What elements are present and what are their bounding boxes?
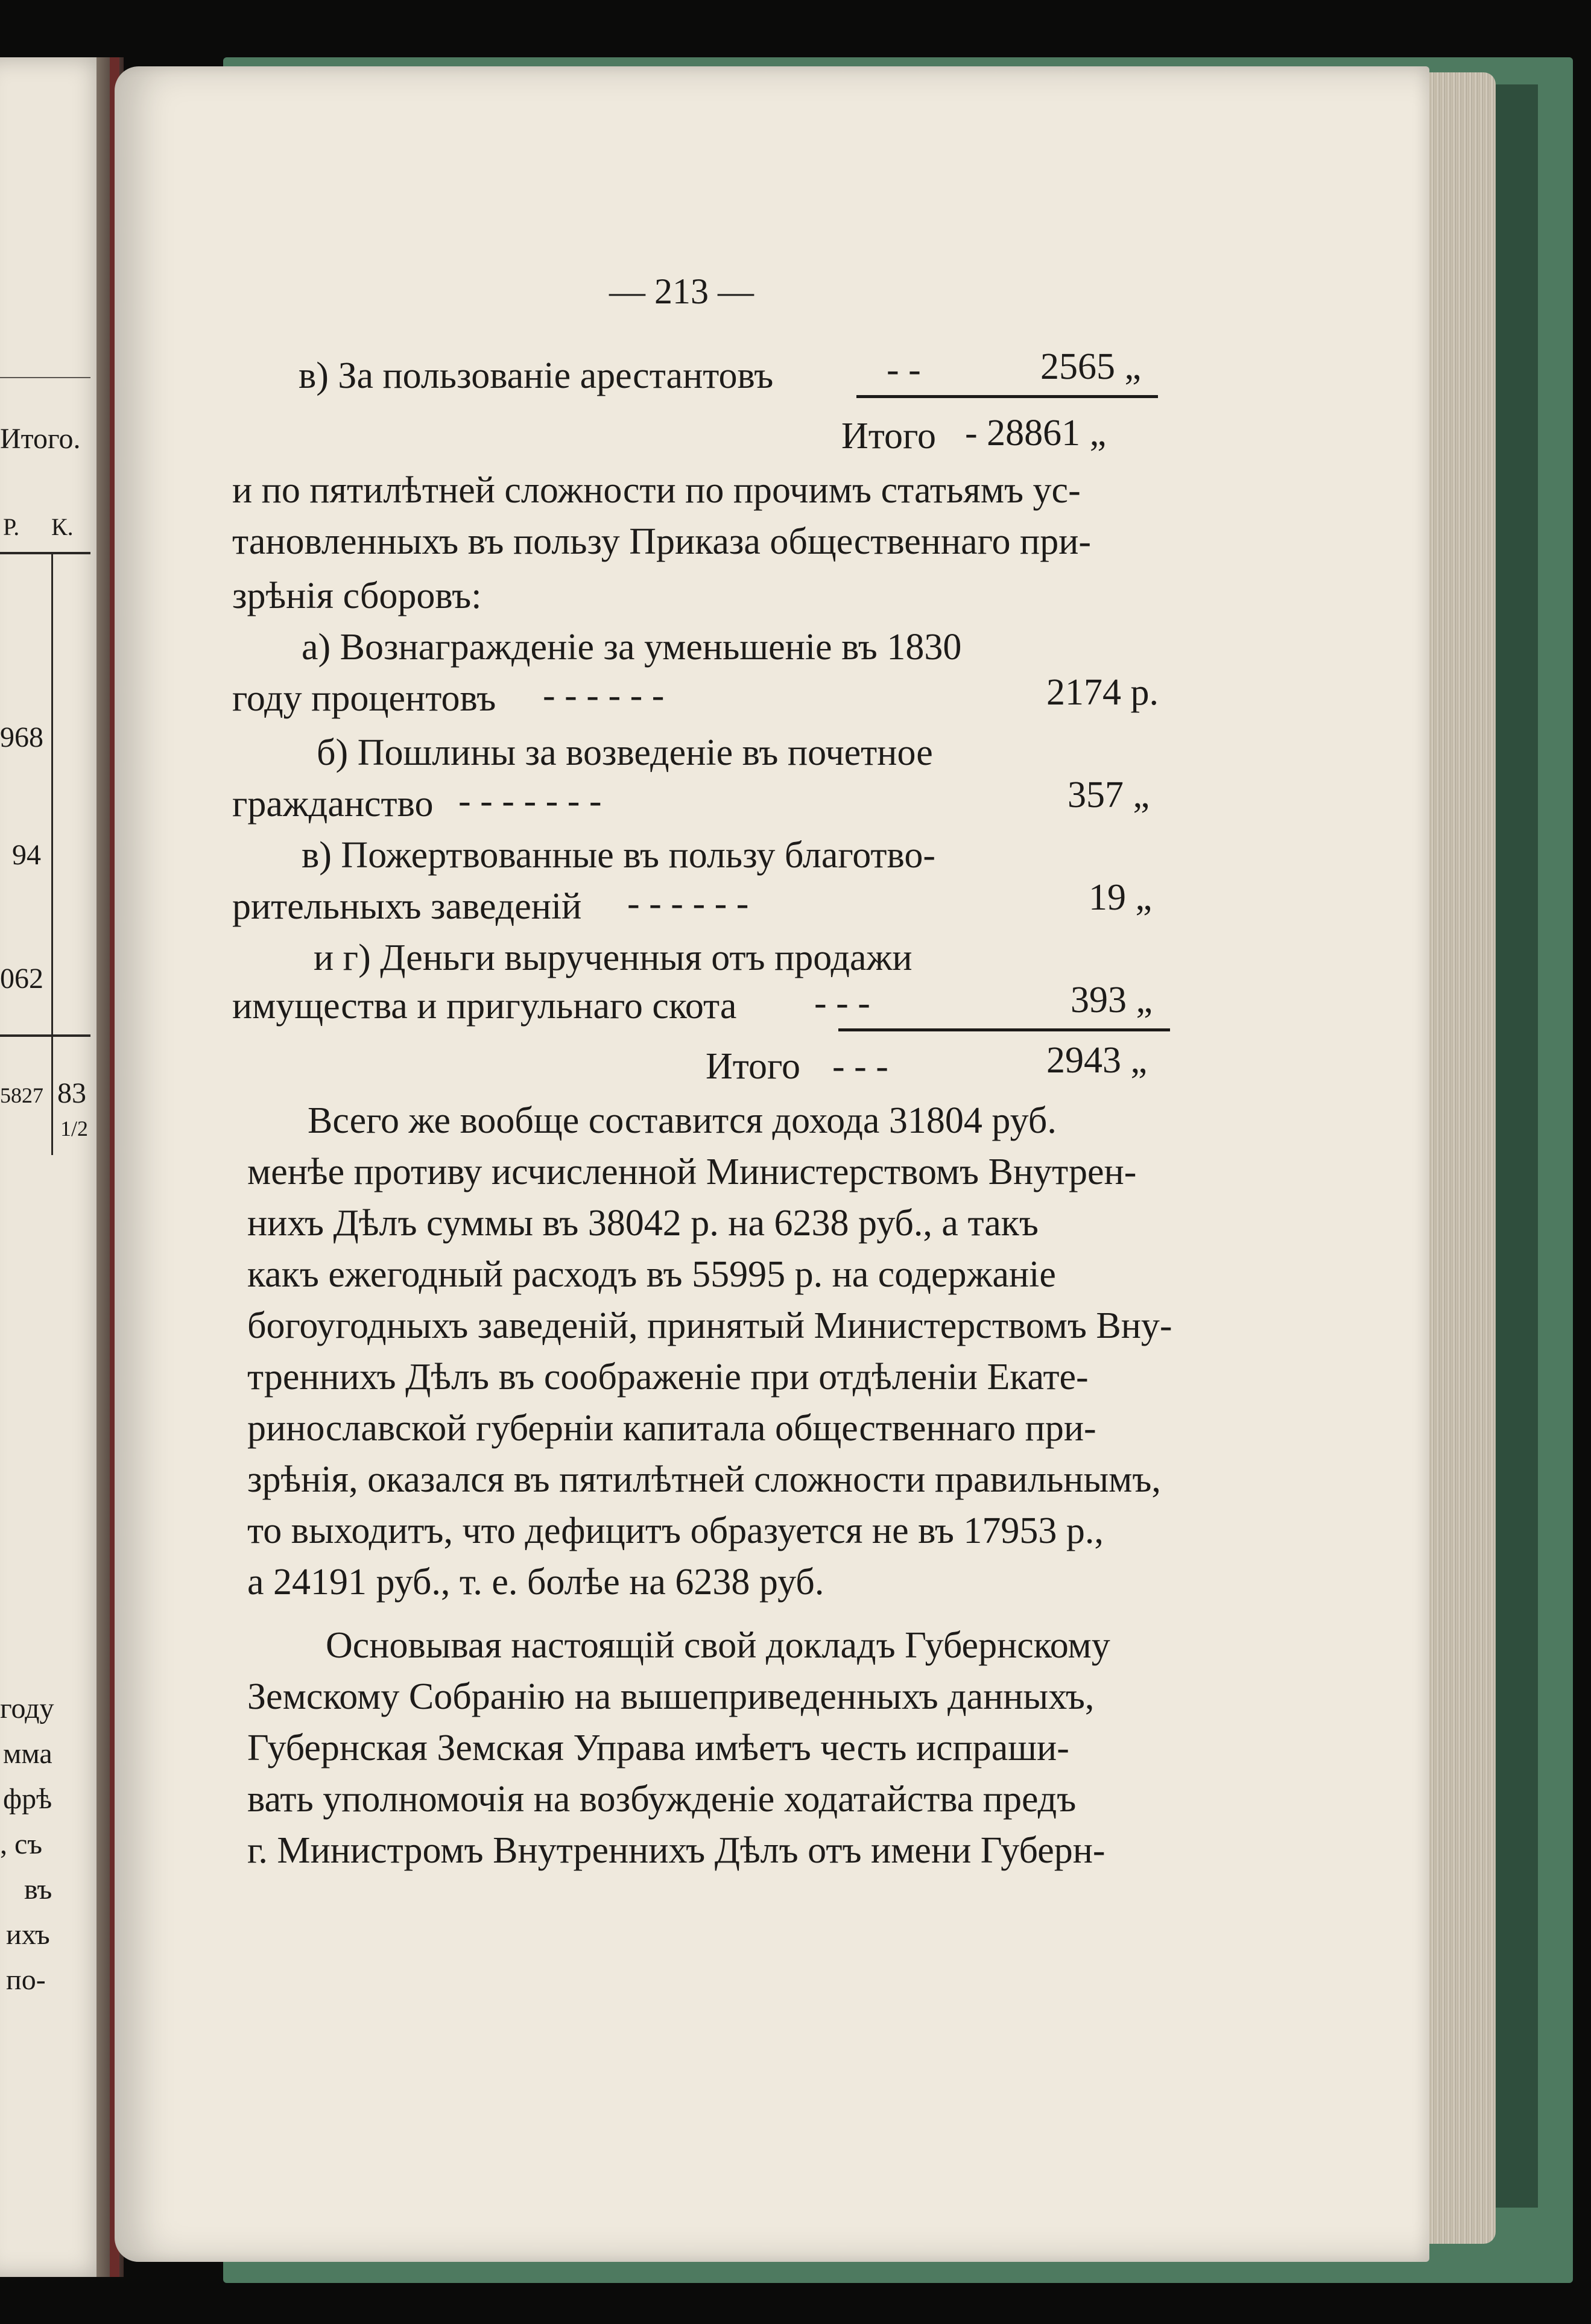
- item-arrest-label: в) За пользованіе арестантовъ: [299, 355, 774, 396]
- item-b-line1: б) Пошлины за возведеніе въ почетное: [317, 732, 933, 773]
- para1-line: менѣе противу исчисленной Министерствомъ Внутрен-: [247, 1151, 1137, 1192]
- item-arrest-amount: 2565 „: [1040, 346, 1142, 387]
- para1-line: Всего же вообще составится дохода 31804 руб.: [308, 1100, 1057, 1141]
- left-frag-mma: мма: [3, 1738, 52, 1770]
- left-rule: [0, 1034, 90, 1037]
- item-a-line1: а) Вознагражденіе за уменьшеніе въ 1830: [302, 627, 962, 668]
- para1-line: нихъ Дѣлъ суммы въ 38042 р. на 6238 руб., а такъ: [247, 1203, 1039, 1244]
- left-frag-godu: году: [0, 1692, 54, 1724]
- para1-line: а 24191 руб., т. е. болѣе на 6238 руб.: [247, 1562, 824, 1603]
- itogo2-dots: - - -: [832, 1046, 888, 1087]
- item-g-line1: и г) Деньги вырученныя отъ продажи: [314, 937, 913, 978]
- para1-line: зрѣнія, оказался въ пятилѣтней сложности правильнымъ,: [247, 1459, 1161, 1500]
- left-frag-5827: 5827: [0, 1083, 43, 1107]
- left-frag-fre: фрѣ: [3, 1783, 52, 1815]
- left-rule: [0, 552, 90, 554]
- left-frag-83: 83: [57, 1077, 86, 1109]
- itogo2-amount: 2943 „: [1046, 1040, 1148, 1081]
- para1-line: треннихъ Дѣлъ въ соображеніе при отдѣленіи Екате-: [247, 1357, 1089, 1398]
- para1-line: то выходитъ, что дефицитъ образуется не въ 17953 р.,: [247, 1510, 1104, 1551]
- item-a-dots: - - - - - -: [543, 675, 665, 716]
- left-col-rule: [51, 552, 53, 1155]
- item-v-line1: в) Пожертвованные въ пользу благотво-: [302, 835, 936, 876]
- left-frag-k: К.: [51, 513, 74, 540]
- left-frag-itogo: Итого.: [0, 423, 81, 455]
- left-frag-half: 1/2: [60, 1116, 89, 1141]
- para2-line: Основывая настоящій свой докладъ Губернскому: [326, 1625, 1110, 1666]
- itogo1-amount: - 28861 „: [965, 413, 1107, 454]
- item-a-line2: году процентовъ: [232, 678, 496, 719]
- item-arrest-dots: - -: [887, 349, 921, 390]
- left-frag-s: , съ: [0, 1828, 43, 1860]
- item-b-dots: - - - - - - -: [458, 780, 602, 822]
- intro-line-2: тановленныхъ въ пользу Приказа общественнаго при-: [232, 521, 1092, 562]
- intro-line-1: и по пятилѣтней сложности по прочимъ статьямъ ус-: [232, 470, 1081, 511]
- item-g-dots: - - -: [814, 983, 870, 1024]
- left-frag-94: 94: [12, 839, 41, 871]
- item-b-line2: гражданство: [232, 784, 434, 825]
- item-v-line2: рительныхъ заведеній: [232, 886, 582, 927]
- itogo2-label: Итого: [706, 1046, 800, 1087]
- left-frag-r: Р.: [3, 513, 20, 540]
- para2-line: Губернская Земская Управа имѣетъ честь испраши-: [247, 1727, 1069, 1768]
- item-a-amount: 2174 р.: [1046, 672, 1159, 713]
- para2-line: вать уполномочія на возбужденіе ходатайства предъ: [247, 1779, 1077, 1820]
- left-frag-po: по-: [6, 1964, 46, 1996]
- para1-line: богоугодныхъ заведеній, принятый Министерствомъ Вну-: [247, 1305, 1172, 1346]
- left-frag-v: въ: [24, 1873, 52, 1905]
- para2-line: г. Министромъ Внутреннихъ Дѣлъ отъ имени Губерн-: [247, 1830, 1105, 1871]
- para2-line: Земскому Собранію на вышеприведенныхъ данныхъ,: [247, 1676, 1095, 1717]
- left-frag-ih: ихъ: [6, 1919, 50, 1951]
- sum-rule: [856, 395, 1158, 398]
- itogo1-label: Итого: [841, 416, 936, 457]
- intro-line-3: зрѣнія сборовъ:: [232, 575, 482, 616]
- item-g-line2: имущества и пригульнаго скота: [232, 986, 737, 1027]
- item-v-dots: - - - - - -: [627, 883, 749, 924]
- left-rule: [0, 377, 90, 378]
- item-b-amount: 357 „: [1068, 774, 1150, 815]
- left-frag-968: 968: [0, 721, 43, 753]
- cover-shadow: [1490, 84, 1538, 2208]
- para1-line: ринославской губерніи капитала общественнаго при-: [247, 1408, 1096, 1449]
- page-fore-edge: [1423, 72, 1496, 2244]
- item-g-amount: 393 „: [1071, 980, 1153, 1021]
- item-v-amount: 19 „: [1089, 877, 1153, 918]
- page-number: — 213 —: [609, 271, 754, 311]
- left-frag-062: 062: [0, 963, 43, 995]
- sum-rule: [838, 1028, 1170, 1031]
- para1-line: какъ ежегодный расходъ въ 55995 р. на содержаніе: [247, 1254, 1056, 1295]
